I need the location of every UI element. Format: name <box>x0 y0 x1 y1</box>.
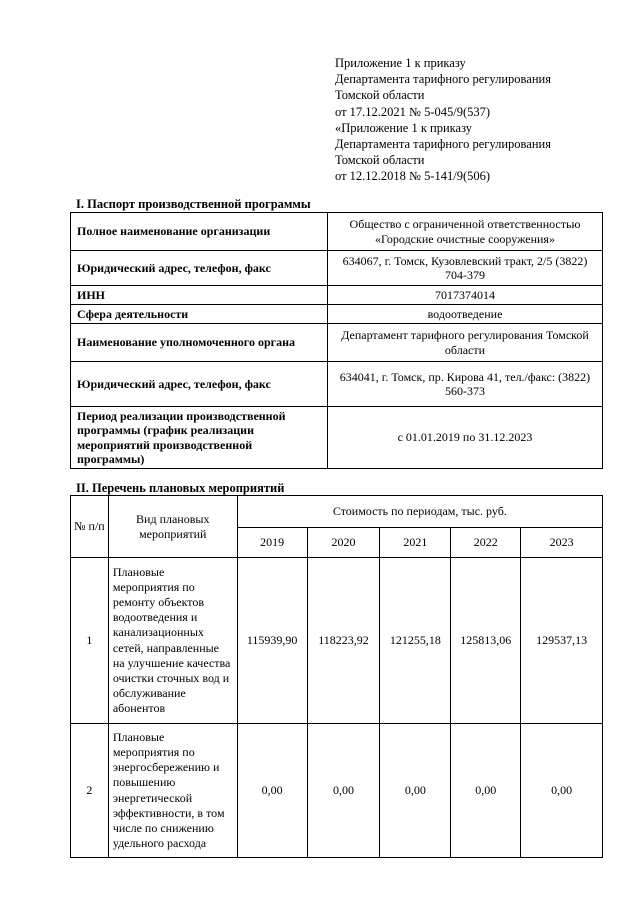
passport-label: Сфера деятельности <box>71 305 328 324</box>
passport-row <box>71 324 603 362</box>
row-value: 0,00 <box>521 724 603 858</box>
events-header-row <box>71 496 603 528</box>
row-value: 129537,13 <box>521 558 603 724</box>
passport-value: 634067, г. Томск, Кузовлевский тракт, 2/5 (3822) 704-379 <box>327 251 602 286</box>
passport-value: водоотведение <box>327 305 602 324</box>
row-value: 0,00 <box>307 724 380 858</box>
appendix-line: от 12.12.2018 № 5-141/9(506) <box>335 169 491 184</box>
passport-row <box>71 286 603 305</box>
appendix-line: Департамента тарифного регулирования <box>335 72 551 87</box>
appendix-line: Департамента тарифного регулирования <box>335 137 551 152</box>
passport-label: Юридический адрес, телефон, факс <box>71 251 328 286</box>
passport-label: Юридический адрес, телефон, факс <box>71 362 328 407</box>
passport-row <box>71 407 603 469</box>
row-value: 0,00 <box>237 724 307 858</box>
row-name: Плановые мероприятия по энергосбережению и повышению энергетической эффективности, в том числе по снижению удельного расхода <box>108 724 237 858</box>
passport-row <box>71 305 603 324</box>
year-header: 2021 <box>380 528 451 558</box>
appendix-line: Томской области <box>335 153 425 168</box>
row-name: Плановые мероприятия по ремонту объектов водоотведения и канализационных сетей, направленные на улучшение качества очистки сточных вод и обслуживание абонентов <box>108 558 237 724</box>
passport-value: 7017374014 <box>327 286 602 305</box>
row-value: 118223,92 <box>307 558 380 724</box>
passport-value: Департамент тарифного регулирования Томской области <box>327 324 602 362</box>
events-section-title: II. Перечень плановых мероприятий <box>76 481 285 495</box>
passport-value: с 01.01.2019 по 31.12.2023 <box>327 407 602 469</box>
row-num: 1 <box>71 558 109 724</box>
row-value: 125813,06 <box>451 558 521 724</box>
events-table <box>70 495 603 858</box>
passport-row <box>71 362 603 407</box>
passport-value: 634041, г. Томск, пр. Кирова 41, тел./факс: (3822) 560-373 <box>327 362 602 407</box>
appendix-line: Томской области <box>335 88 425 103</box>
passport-value: Общество с ограниченной ответственностью «Городские очистные сооружения» <box>327 213 602 251</box>
row-num: 2 <box>71 724 109 858</box>
appendix-header <box>335 55 551 185</box>
passport-table <box>70 212 603 469</box>
year-header: 2019 <box>237 528 307 558</box>
table-row <box>71 558 603 724</box>
row-value: 121255,18 <box>380 558 451 724</box>
col-num-header: № п/п <box>71 496 109 558</box>
appendix-line: Приложение 1 к приказу <box>335 56 466 70</box>
passport-label: Период реализации производственной программы (график реализации мероприятий производственной программы) <box>71 407 328 469</box>
appendix-line: «Приложение 1 к приказу <box>335 120 473 135</box>
year-header: 2023 <box>521 528 603 558</box>
passport-label: ИНН <box>71 286 328 305</box>
appendix-line: от 17.12.2021 № 5-045/9(537) <box>335 104 491 119</box>
col-name-header: Вид плановых мероприятий <box>108 496 237 558</box>
year-header: 2022 <box>451 528 521 558</box>
passport-row <box>71 251 603 286</box>
row-value: 0,00 <box>380 724 451 858</box>
year-header: 2020 <box>307 528 380 558</box>
row-value: 115939,90 <box>237 558 307 724</box>
passport-section-title: I. Паспорт производственной программы <box>76 197 311 211</box>
row-value: 0,00 <box>451 724 521 858</box>
passport-label: Полное наименование организации <box>71 213 328 251</box>
passport-label: Наименование уполномоченного органа <box>71 324 328 362</box>
table-row <box>71 724 603 858</box>
passport-row <box>71 213 603 251</box>
col-cost-header: Стоимость по периодам, тыс. руб. <box>237 496 602 528</box>
